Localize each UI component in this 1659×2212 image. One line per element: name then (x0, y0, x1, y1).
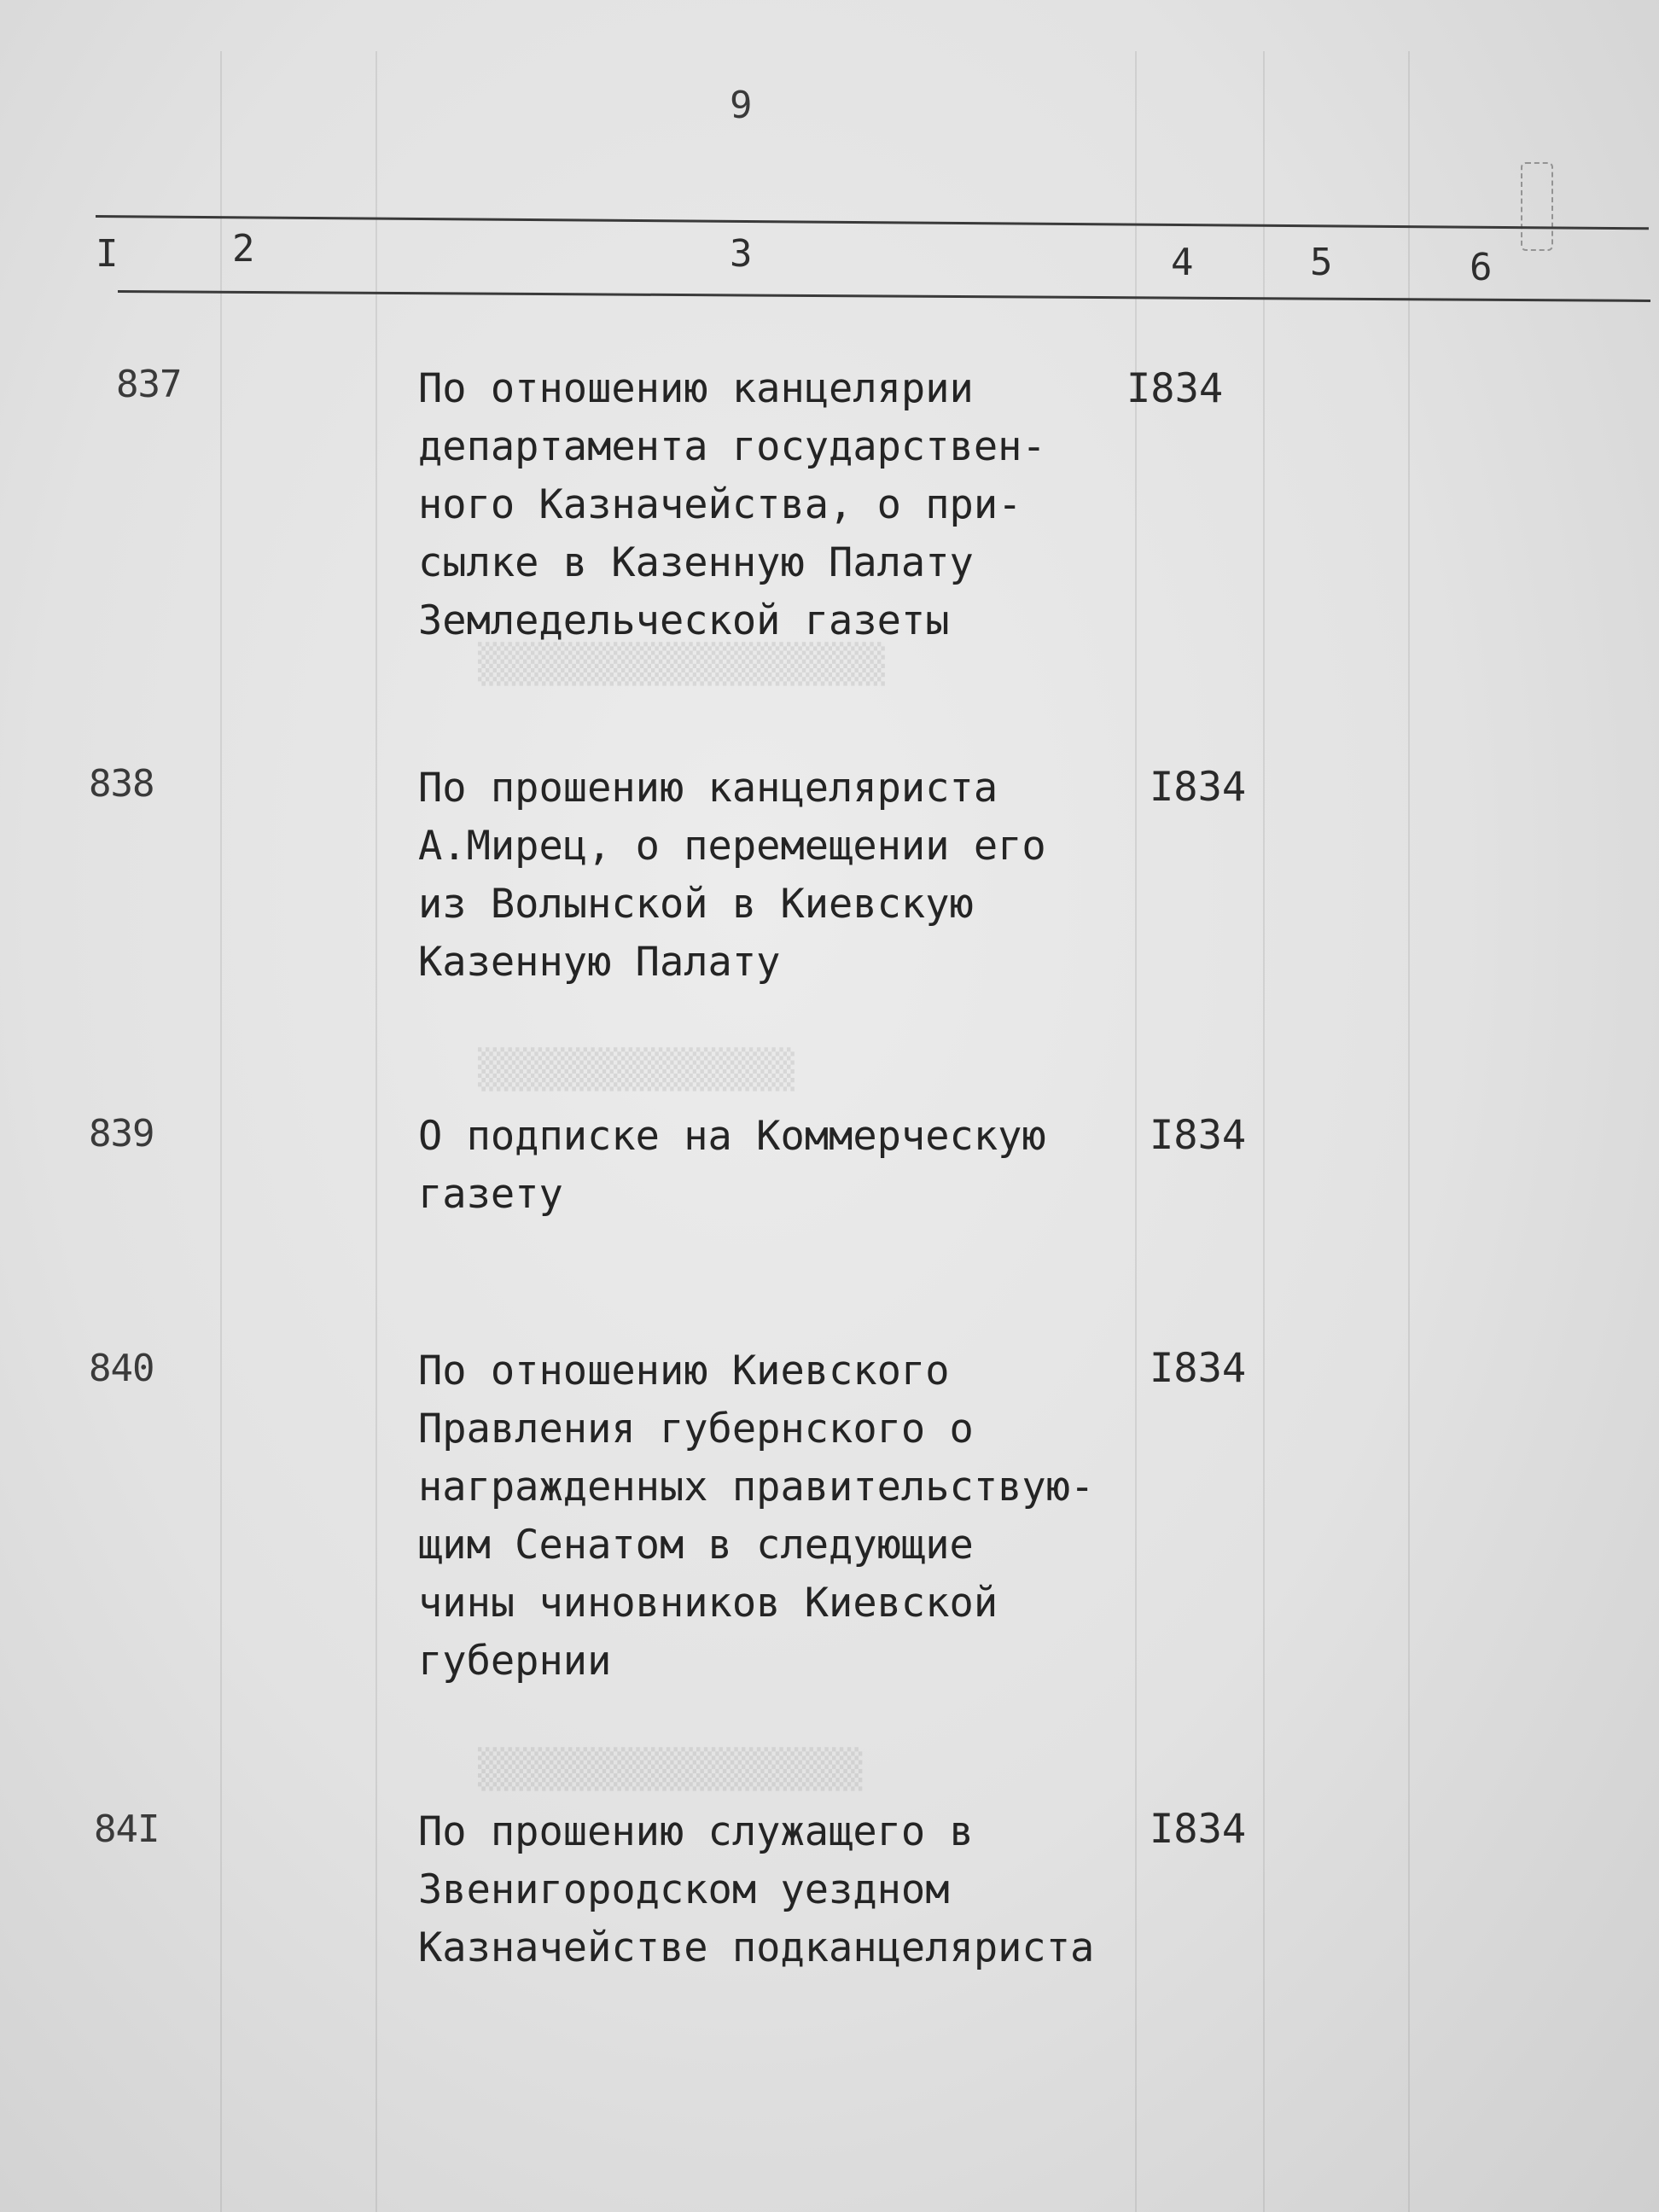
description-line: щим Сенатом в следующие (418, 1522, 974, 1569)
description-line: Казначействе подканцеляриста (418, 1924, 1095, 1971)
description-line: По отношению канцелярии (418, 365, 974, 412)
description-line: По отношению Киевского (418, 1348, 950, 1394)
description-line: губернии (418, 1638, 612, 1685)
entry-description (418, 1342, 1118, 1691)
entry-year: I834 (1126, 365, 1224, 412)
header-bottom-rule (118, 290, 1650, 302)
margin-mark (1521, 162, 1553, 251)
column-header-1: I (96, 232, 119, 276)
description-line: награжденных правительствую- (418, 1464, 1095, 1511)
description-line: сылке в Казенную Палату (418, 539, 974, 586)
column-guide-line (1263, 51, 1265, 2212)
description-line: из Волынской в Киевскую (418, 881, 974, 928)
description-line: ного Казначейства, о при- (418, 481, 1022, 528)
entry-year: I834 (1150, 1806, 1247, 1853)
column-header-5: 5 (1310, 241, 1333, 284)
description-line: Казенную Палату (418, 939, 781, 986)
column-header-6: 6 (1470, 246, 1493, 289)
entry-year: I834 (1150, 1112, 1247, 1159)
entry-number: 837 (116, 363, 182, 406)
column-header-3: 3 (730, 232, 753, 276)
entry-description (418, 760, 1118, 992)
bleed-through-text: ▒▒▒▒▒▒▒▒▒▒▒▒▒▒▒▒▒▒ (478, 643, 885, 686)
bleed-through-text: ▒▒▒▒▒▒▒▒▒▒▒▒▒▒ (478, 1048, 795, 1091)
entry-number: 840 (89, 1347, 154, 1390)
entry-number: 839 (89, 1112, 154, 1155)
entry-description (418, 1108, 1118, 1224)
header-top-rule (96, 215, 1649, 230)
description-line: Правления губернского о (418, 1406, 974, 1452)
description-line: А.Мирец, о перемещении его (418, 823, 1046, 870)
column-guide-line (375, 51, 377, 2212)
column-guide-line (1408, 51, 1410, 2212)
description-line: По прошению канцеляриста (418, 765, 998, 812)
column-header-2: 2 (232, 227, 255, 271)
column-guide-line (220, 51, 222, 2212)
entry-year: I834 (1150, 764, 1247, 811)
description-line: О подписке на Коммерческую (418, 1113, 1046, 1160)
description-line: По прошению служащего в (418, 1808, 974, 1855)
entry-description (418, 1803, 1118, 1977)
column-header-4: 4 (1171, 241, 1194, 284)
entry-number: 838 (89, 762, 154, 806)
description-line: газету (418, 1171, 563, 1218)
bleed-through-text: ▒▒▒▒▒▒▒▒▒▒▒▒▒▒▒▒▒ (478, 1748, 863, 1791)
description-line: департамента государствен- (418, 423, 1046, 470)
description-line: Земледельческой газеты (418, 597, 950, 644)
entry-description (418, 360, 1118, 650)
description-line: Звенигородском уездном (418, 1866, 950, 1913)
page-number: 9 (730, 84, 753, 127)
description-line: чины чиновников Киевской (418, 1580, 998, 1627)
entry-number: 84I (94, 1807, 160, 1851)
entry-year: I834 (1150, 1345, 1247, 1392)
